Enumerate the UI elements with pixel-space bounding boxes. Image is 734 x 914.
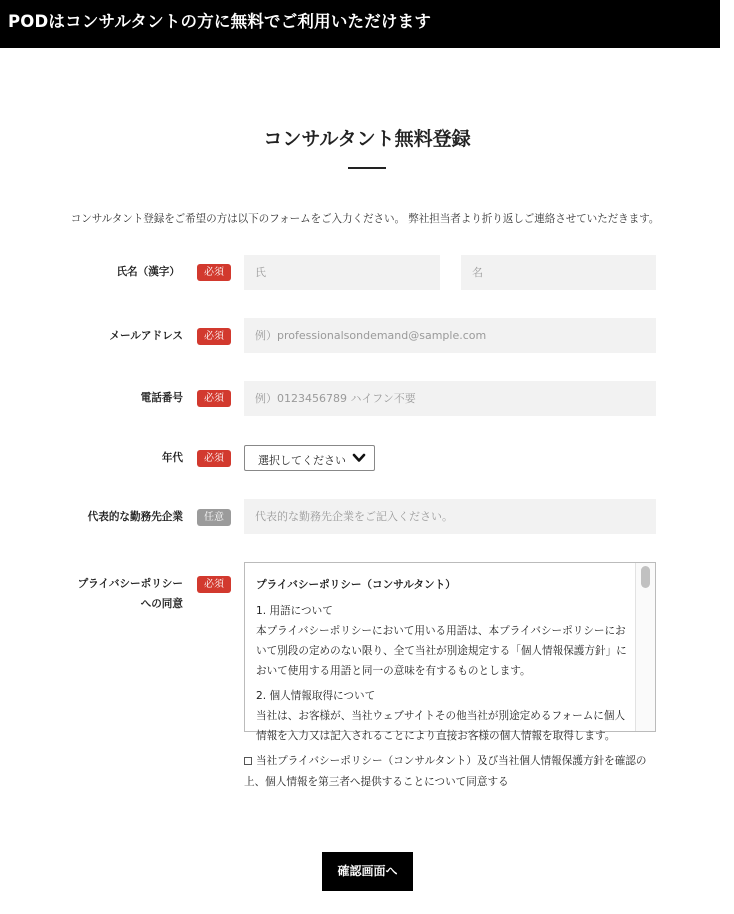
policy-section1-heading: 1. 用語について bbox=[256, 605, 333, 617]
consent-checkbox[interactable] bbox=[244, 757, 252, 765]
required-badge: 必須 bbox=[197, 450, 231, 467]
policy-section1-line: 本プライバシーポリシーにおいて用いる用語は、本プライバシーポリシーにお bbox=[256, 625, 626, 637]
policy-scrollbar-thumb[interactable] bbox=[641, 566, 650, 588]
phone-label: 電話番号 bbox=[140, 392, 183, 404]
required-badge: 必須 bbox=[197, 576, 231, 593]
phone-input[interactable] bbox=[244, 381, 656, 416]
page-title: コンサルタント無料登録 bbox=[263, 128, 471, 150]
required-badge: 必須 bbox=[197, 264, 231, 281]
consent-text-line2: 上、個人情報を第三者へ提供することについて同意する bbox=[244, 776, 509, 788]
policy-section2-line: 情報を入力又は記入されることにより直接お客様の個人情報を取得します。 bbox=[256, 730, 616, 742]
last-name-input[interactable] bbox=[244, 255, 440, 290]
first-name-input[interactable] bbox=[461, 255, 656, 290]
privacy-label-line1: プライバシーポリシー bbox=[77, 578, 183, 590]
chevron-down-icon bbox=[352, 452, 366, 464]
company-input[interactable] bbox=[244, 499, 656, 534]
privacy-policy-box[interactable] bbox=[244, 562, 656, 742]
policy-section1-line: いて別段の定めのない限り、全て当社が別途規定する「個人情報保護方針」に bbox=[256, 645, 627, 657]
policy-section2-line: 当社は、お客様が、当社ウェブサイトその他当社が別途定めるフォームに個人 bbox=[256, 710, 626, 722]
banner-text: PODはコンサルタントの方に無料でご利用いただけます bbox=[8, 12, 432, 31]
consent-text-line1: 当社プライバシーポリシー（コンサルタント）及び当社個人情報保護方針を確認の bbox=[256, 755, 647, 767]
policy-section1-line: おいて使用する用語と同一の意味を有するものとします。 bbox=[256, 665, 531, 677]
email-input[interactable] bbox=[244, 318, 656, 353]
policy-section2-heading: 2. 個人情報取得について bbox=[256, 690, 376, 702]
privacy-policy-text bbox=[256, 575, 634, 746]
required-badge: 必須 bbox=[197, 328, 231, 345]
age-select[interactable] bbox=[244, 445, 375, 471]
privacy-label-line2: への同意 bbox=[140, 598, 183, 610]
email-label: メールアドレス bbox=[109, 330, 183, 342]
required-badge: 必須 bbox=[197, 390, 231, 407]
privacy-label bbox=[3, 574, 183, 614]
name-label: 氏名（漢字） bbox=[116, 266, 180, 278]
intro-text: コンサルタント登録をご希望の方は以下のフォームをご入力ください。 弊社担当者より折り返しご連絡させていただきます。 bbox=[70, 213, 660, 225]
title-underline bbox=[348, 167, 386, 169]
top-banner bbox=[0, 0, 720, 48]
age-select-value: 選択してください bbox=[258, 454, 346, 467]
confirm-button[interactable]: 確認画面へ bbox=[322, 852, 413, 891]
optional-badge: 任意 bbox=[197, 509, 231, 526]
company-label: 代表的な勤務先企業 bbox=[87, 511, 183, 523]
policy-scrollbar[interactable] bbox=[635, 563, 655, 731]
age-label: 年代 bbox=[161, 452, 183, 464]
consent-row bbox=[244, 751, 664, 793]
policy-title: プライバシーポリシー（コンサルタント） bbox=[256, 579, 456, 591]
